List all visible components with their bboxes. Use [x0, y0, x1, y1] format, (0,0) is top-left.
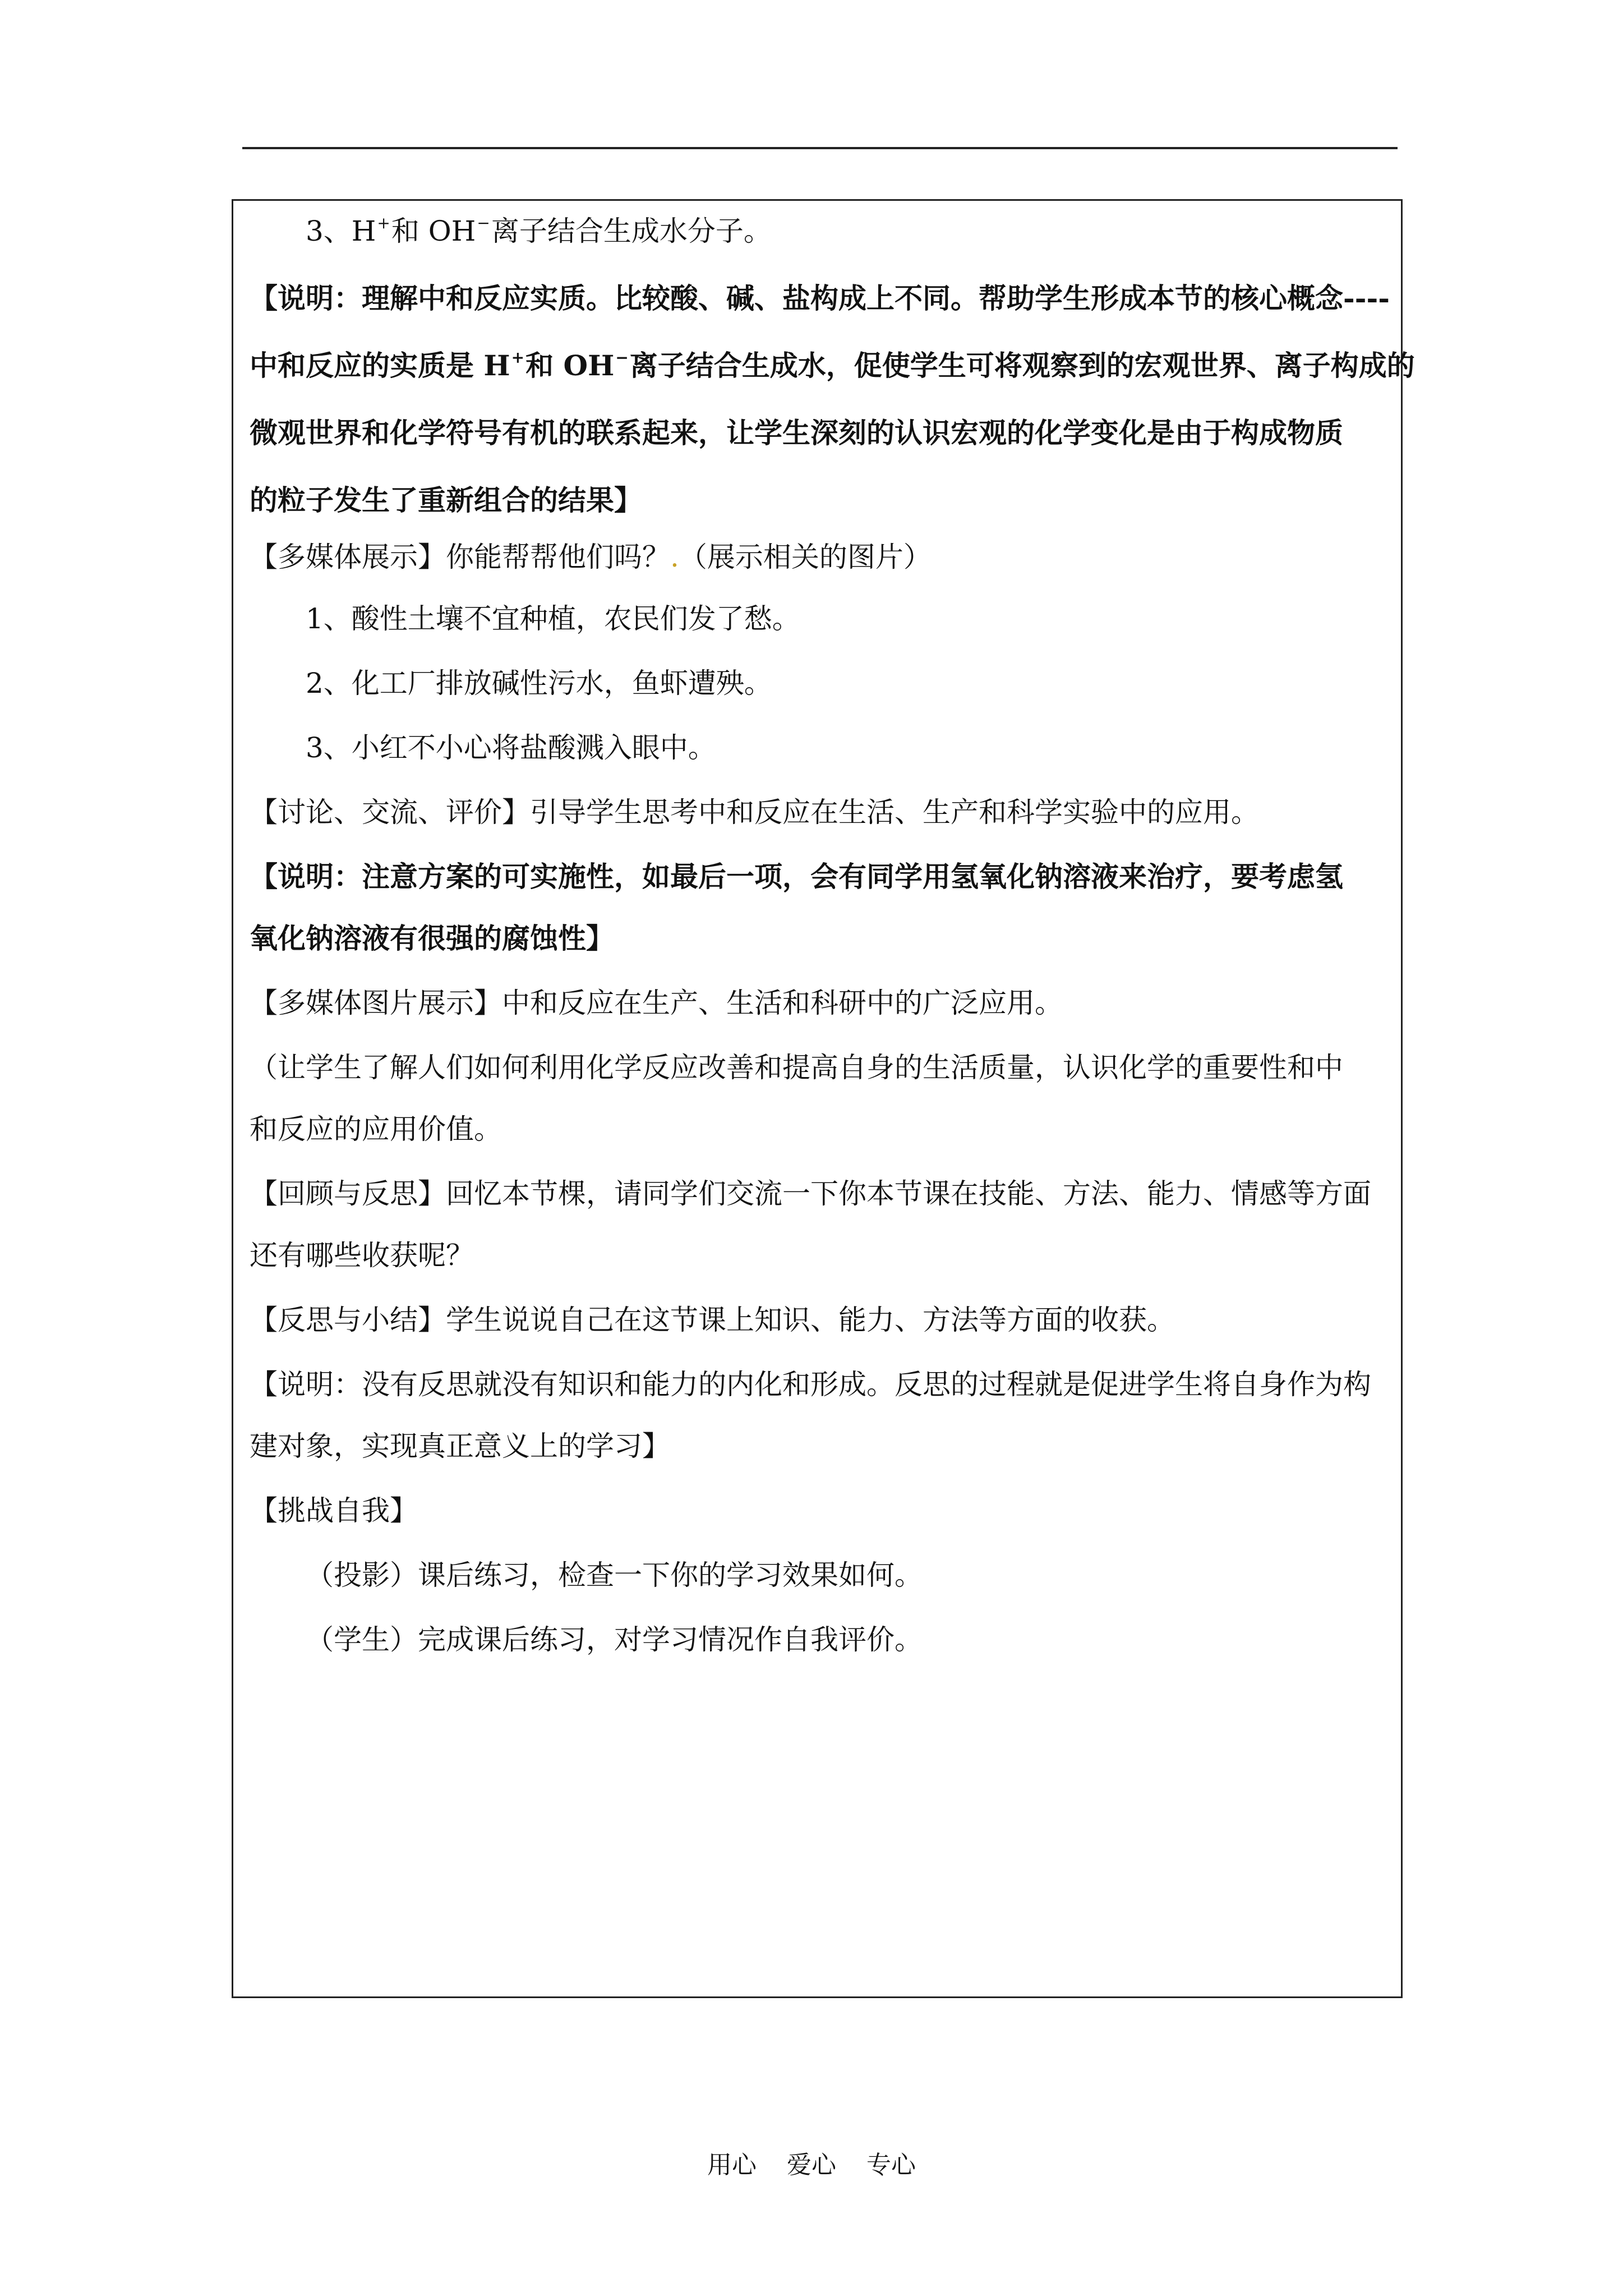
- multimedia-heading: [250, 540, 1394, 574]
- note-line: 【说明：没有反思就没有知识和能力的内化和形成。反思的过程就是促进学生将自身作为构: [250, 1368, 1371, 1401]
- page-footer: 用心 爱心 专心: [707, 2151, 916, 2179]
- note-line: 微观世界和化学符号有机的联系起来，让学生深刻的认识宏观的化学变化是由于构成物质: [250, 416, 1343, 449]
- text-segment: 3、H: [306, 215, 376, 247]
- content-table-cell: [232, 199, 1403, 1998]
- text-segment: 离子结合生成水分子。: [491, 215, 772, 247]
- text-segment: 中和反应的实质是 H: [250, 349, 510, 382]
- review-line: 【回顾与反思】回忆本节棵，请同学们交流一下你本节课在技能、方法、能力、情感等方面: [250, 1177, 1371, 1210]
- text-segment: （展示相关的图片）: [679, 541, 932, 573]
- charge-superscript: −: [615, 348, 629, 367]
- summary-line: 【反思与小结】学生说说自己在这节课上知识、能力、方法等方面的收获。: [250, 1304, 1175, 1336]
- exercise-line: （投影）课后练习，检查一下你的学习效果如何。: [306, 1559, 923, 1591]
- charge-superscript: +: [511, 348, 525, 367]
- note-line: 的粒子发生了重新组合的结果】: [250, 484, 642, 517]
- text-line-ion-combination: [306, 214, 1394, 248]
- text-line: 和反应的应用价值。: [250, 1113, 502, 1145]
- text-segment: 离子结合生成水，促使学生可将观察到的宏观世界、离子构成的: [629, 349, 1415, 382]
- text-segment: 和 OH: [525, 349, 615, 382]
- challenge-heading: 【挑战自我】: [250, 1494, 418, 1527]
- exercise-line: （学生）完成课后练习，对学习情况作自我评价。: [306, 1623, 923, 1656]
- text-segment: 和 OH: [391, 215, 476, 247]
- list-item: 2、化工厂排放碱性污水，鱼虾遭殃。: [306, 667, 772, 700]
- multimedia-images-line: 【多媒体图片展示】中和反应在生产、生活和科研中的广泛应用。: [250, 987, 1063, 1019]
- discussion-line: 【讨论、交流、评价】引导学生思考中和反应在生活、生产和科学实验中的应用。: [250, 796, 1259, 829]
- text-segment: 【多媒体展示】你能帮帮他们吗？: [250, 541, 670, 573]
- header-rule: [242, 147, 1398, 149]
- text-line: （让学生了解人们如何利用化学反应改善和提高自身的生活质量，认识化学的重要性和中: [250, 1051, 1343, 1084]
- note-line: 建对象，实现真正意义上的学习】: [250, 1430, 670, 1462]
- charge-superscript: +: [377, 214, 390, 232]
- text-line: 还有哪些收获呢？: [250, 1239, 474, 1272]
- note-line: 氧化钠溶液有很强的腐蚀性】: [250, 922, 614, 955]
- note-line: 【说明：注意方案的可实施性，如最后一项，会有同学用氢氧化钠溶液来治疗，要考虑氢: [250, 860, 1343, 893]
- list-item: 1、酸性土壤不宜种植，农民们发了愁。: [306, 602, 800, 635]
- list-item: 3、小红不小心将盐酸溅入眼中。: [306, 731, 716, 764]
- text-segment: .: [670, 541, 679, 573]
- note-line: [250, 348, 1415, 383]
- note-line: 【说明：理解中和反应实质。比较酸、碱、盐构成上不同。帮助学生形成本节的核心概念----: [250, 282, 1390, 315]
- charge-superscript: −: [477, 214, 490, 232]
